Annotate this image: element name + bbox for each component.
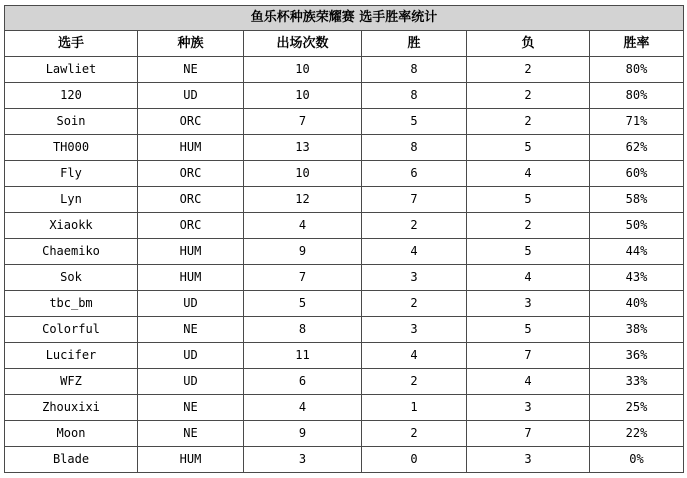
losses-cell: 5 [467,317,590,343]
table-header-row [5,31,684,57]
games-played-cell: 5 [244,291,362,317]
table-row [5,421,684,447]
losses-cell: 4 [467,369,590,395]
win-rate-cell: 44% [590,239,684,265]
games-played-cell: 10 [244,83,362,109]
race-cell: ORC [138,213,244,239]
player-name-cell: Chaemiko [5,239,138,265]
table-row [5,317,684,343]
race-cell: NE [138,421,244,447]
wins-cell: 2 [362,213,467,239]
column-header-wins: 胜 [362,31,467,57]
games-played-cell: 12 [244,187,362,213]
wins-cell: 5 [362,109,467,135]
wins-cell: 3 [362,265,467,291]
column-header-player: 选手 [5,31,138,57]
win-rate-cell: 38% [590,317,684,343]
race-cell: UD [138,343,244,369]
losses-cell: 2 [467,57,590,83]
table-row [5,265,684,291]
race-cell: ORC [138,187,244,213]
wins-cell: 7 [362,187,467,213]
games-played-cell: 3 [244,447,362,473]
race-cell: UD [138,83,244,109]
race-cell: HUM [138,135,244,161]
table-row [5,395,684,421]
race-cell: HUM [138,265,244,291]
games-played-cell: 7 [244,109,362,135]
table-row [5,57,684,83]
win-rate-cell: 71% [590,109,684,135]
losses-cell: 2 [467,213,590,239]
wins-cell: 2 [362,421,467,447]
race-cell: NE [138,57,244,83]
wins-cell: 0 [362,447,467,473]
games-played-cell: 8 [244,317,362,343]
race-cell: HUM [138,239,244,265]
win-rate-cell: 25% [590,395,684,421]
table-title: 鱼乐杯种族荣耀赛 选手胜率统计 [5,6,684,31]
losses-cell: 5 [467,239,590,265]
losses-cell: 4 [467,161,590,187]
games-played-cell: 10 [244,161,362,187]
wins-cell: 2 [362,369,467,395]
table-row [5,369,684,395]
losses-cell: 4 [467,265,590,291]
games-played-cell: 13 [244,135,362,161]
player-name-cell: Blade [5,447,138,473]
race-cell: NE [138,395,244,421]
wins-cell: 3 [362,317,467,343]
table-row [5,161,684,187]
table-row [5,291,684,317]
games-played-cell: 9 [244,421,362,447]
win-rate-cell: 33% [590,369,684,395]
win-rate-cell: 22% [590,421,684,447]
losses-cell: 5 [467,187,590,213]
wins-cell: 1 [362,395,467,421]
games-played-cell: 7 [244,265,362,291]
column-header-winrate: 胜率 [590,31,684,57]
games-played-cell: 4 [244,213,362,239]
table-row [5,83,684,109]
race-cell: ORC [138,161,244,187]
win-rate-cell: 40% [590,291,684,317]
table-row [5,109,684,135]
column-header-race: 种族 [138,31,244,57]
win-rate-cell: 62% [590,135,684,161]
losses-cell: 7 [467,421,590,447]
table-row [5,239,684,265]
player-name-cell: Lucifer [5,343,138,369]
losses-cell: 3 [467,395,590,421]
table-body [5,57,684,473]
losses-cell: 7 [467,343,590,369]
win-rate-cell: 60% [590,161,684,187]
stats-table-container [4,5,683,473]
wins-cell: 2 [362,291,467,317]
win-rate-cell: 58% [590,187,684,213]
table-row [5,135,684,161]
player-name-cell: tbc_bm [5,291,138,317]
column-header-losses: 负 [467,31,590,57]
race-cell: NE [138,317,244,343]
win-rate-cell: 80% [590,83,684,109]
wins-cell: 8 [362,83,467,109]
race-cell: UD [138,369,244,395]
player-name-cell: WFZ [5,369,138,395]
player-name-cell: Zhouxixi [5,395,138,421]
games-played-cell: 11 [244,343,362,369]
race-cell: ORC [138,109,244,135]
table-row [5,187,684,213]
losses-cell: 2 [467,83,590,109]
player-name-cell: Lawliet [5,57,138,83]
player-name-cell: Xiaokk [5,213,138,239]
table-row [5,213,684,239]
games-played-cell: 4 [244,395,362,421]
win-rate-cell: 50% [590,213,684,239]
win-rate-cell: 0% [590,447,684,473]
column-header-games: 出场次数 [244,31,362,57]
player-name-cell: Fly [5,161,138,187]
player-name-cell: TH000 [5,135,138,161]
win-rate-cell: 36% [590,343,684,369]
player-name-cell: Sok [5,265,138,291]
table-row [5,447,684,473]
race-cell: UD [138,291,244,317]
player-winrate-table [4,5,684,473]
games-played-cell: 6 [244,369,362,395]
games-played-cell: 9 [244,239,362,265]
wins-cell: 4 [362,343,467,369]
wins-cell: 4 [362,239,467,265]
player-name-cell: Lyn [5,187,138,213]
wins-cell: 8 [362,135,467,161]
race-cell: HUM [138,447,244,473]
win-rate-cell: 43% [590,265,684,291]
games-played-cell: 10 [244,57,362,83]
losses-cell: 3 [467,447,590,473]
player-name-cell: Soin [5,109,138,135]
player-name-cell: 120 [5,83,138,109]
losses-cell: 2 [467,109,590,135]
wins-cell: 8 [362,57,467,83]
win-rate-cell: 80% [590,57,684,83]
player-name-cell: Colorful [5,317,138,343]
player-name-cell: Moon [5,421,138,447]
table-row [5,343,684,369]
wins-cell: 6 [362,161,467,187]
table-title-row [5,6,684,31]
losses-cell: 3 [467,291,590,317]
losses-cell: 5 [467,135,590,161]
